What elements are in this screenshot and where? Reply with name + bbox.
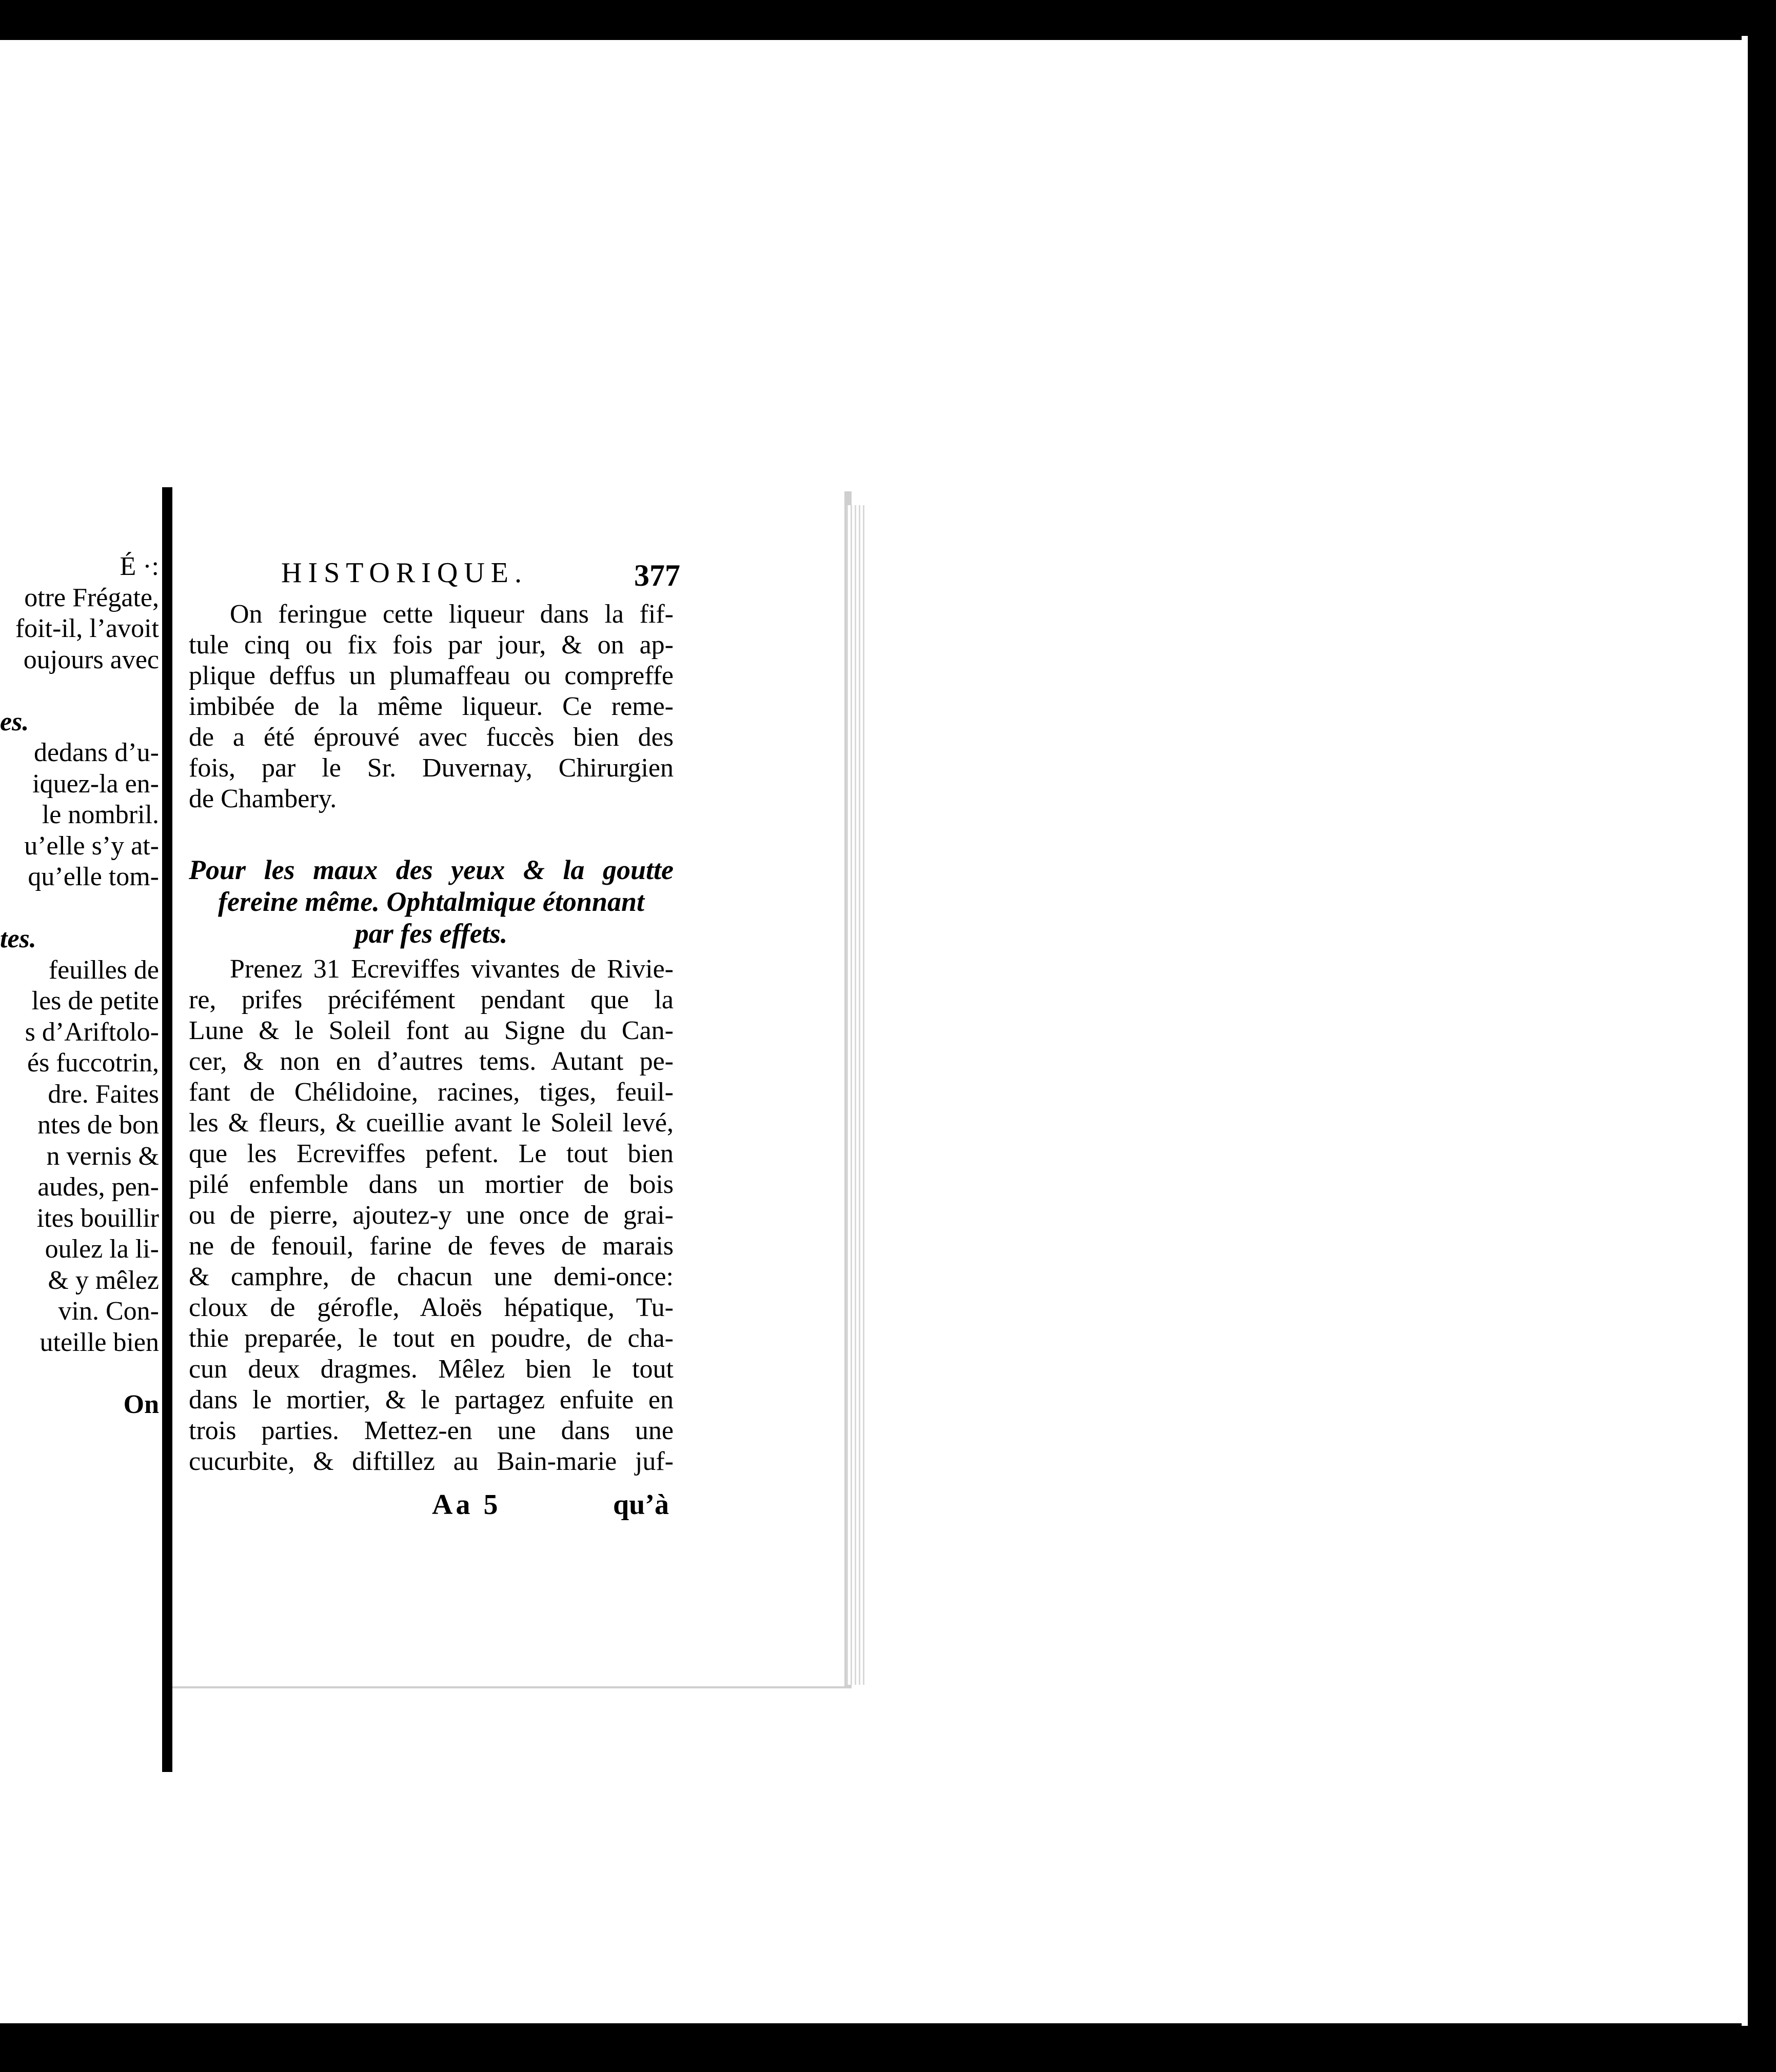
page-number: 377	[634, 559, 680, 592]
text-line: que les Ecreviffes pefent. Le tout bien	[189, 1139, 674, 1168]
text-line: ou de pierre, ajoutez-y une once de grai-	[189, 1201, 674, 1230]
left-page-line: & y mêlez	[48, 1265, 159, 1295]
scan-border-bottom	[0, 2023, 1776, 2072]
left-page-line: ntes de bon	[37, 1110, 159, 1140]
text-line: On feringue cette liqueur dans la fif-	[230, 600, 674, 629]
text-line: les & fleurs, & cueillie avant le Soleil levé,	[189, 1108, 674, 1138]
paragraph-remedy-fistula	[189, 599, 674, 814]
text-line: re, prifes précifément pendant que la	[189, 985, 674, 1014]
book-spine	[162, 487, 172, 1772]
left-page-line: le nombril.	[42, 800, 159, 829]
scan-border-right-gap	[1742, 36, 1748, 2026]
signature-mark: Aa 5	[432, 1489, 501, 1521]
running-head: HISTORIQUE.	[281, 557, 528, 589]
left-page-line: dedans d’u-	[33, 738, 159, 767]
left-page-line: qu’elle tom-	[28, 862, 159, 891]
left-page-line: On	[123, 1389, 159, 1419]
text-line: fant de Chélidoine, racines, tiges, feuil-	[189, 1078, 674, 1107]
left-page-line: audes, pen-	[37, 1172, 159, 1202]
scan-border-right	[1744, 0, 1776, 2072]
catchword: qu’à	[613, 1489, 669, 1521]
left-page-line: es.	[0, 707, 29, 736]
heading-line: par fes effets.	[354, 918, 508, 949]
left-page-line: les de petite	[31, 986, 159, 1015]
heading-line: fereine même. Ophtalmique étonnant	[218, 886, 644, 917]
left-page-line: és fuccotrin,	[27, 1048, 159, 1078]
section-heading	[189, 854, 674, 949]
left-page-line: foit-il, l’avoit	[15, 614, 159, 643]
left-page-line: oulez la li-	[45, 1234, 159, 1264]
left-page-line: otre Frégate,	[24, 583, 159, 612]
text-line: cucurbite, & diftillez au Bain-marie juf-	[189, 1447, 674, 1476]
text-line: Prenez 31 Ecreviffes vivantes de Rivie-	[230, 954, 674, 984]
left-page-line: É ·:	[120, 552, 159, 581]
text-line: imbibée de la même liqueur. Ce reme-	[189, 692, 674, 721]
text-line: cun deux dragmes. Mêlez bien le tout	[189, 1354, 674, 1384]
left-page-line: ites bouillir	[36, 1203, 159, 1233]
text-line: de Chambery.	[189, 784, 337, 813]
left-page-line: tes.	[0, 924, 36, 953]
heading-line: Pour les maux des yeux & la goutte	[189, 854, 674, 885]
text-line: pilé enfemble dans un mortier de bois	[189, 1170, 674, 1199]
paragraph-ophthalmic-recipe	[189, 954, 674, 1477]
left-page-line: oujours avec	[23, 645, 159, 674]
text-line: ne de fenouil, farine de feves de marais	[189, 1231, 674, 1261]
text-line: Lune & le Soleil font au Signe du Can-	[189, 1016, 674, 1045]
text-line: plique deffus un plumaffeau ou compreffe	[189, 661, 674, 690]
text-line: de a été éprouvé avec fuccès bien des	[189, 723, 674, 752]
text-line: fois, par le Sr. Duvernay, Chirurgien	[189, 753, 674, 783]
text-line: thie preparée, le tout en poudre, de cha-	[189, 1324, 674, 1353]
text-line: & camphre, de chacun une demi-once:	[189, 1262, 674, 1291]
left-page-line: s d’Ariftolo-	[25, 1017, 159, 1047]
scan-border-top	[0, 0, 1776, 40]
left-page-fragment	[0, 485, 162, 1767]
left-page-line: vin. Con-	[58, 1297, 159, 1326]
left-page-line: n vernis &	[46, 1141, 159, 1171]
text-line: dans le mortier, & le partagez enfuite en	[189, 1385, 674, 1414]
left-page-line: feuilles de	[48, 955, 159, 985]
text-line: cloux de gérofle, Aloës hépatique, Tu-	[189, 1293, 674, 1322]
left-page-line: u’elle s’y at-	[24, 831, 159, 861]
page-edge-stack	[846, 505, 867, 1685]
text-line: cer, & non en d’autres tems. Autant pe-	[189, 1047, 674, 1076]
left-page-line: iquez-la en-	[32, 769, 159, 799]
text-line: tule cinq ou fix fois par jour, & on ap-	[189, 630, 674, 660]
left-page-line: dre. Faites	[48, 1079, 159, 1109]
left-page-line: uteille bien	[40, 1327, 159, 1357]
text-line: trois parties. Mettez-en une dans une	[189, 1416, 674, 1445]
